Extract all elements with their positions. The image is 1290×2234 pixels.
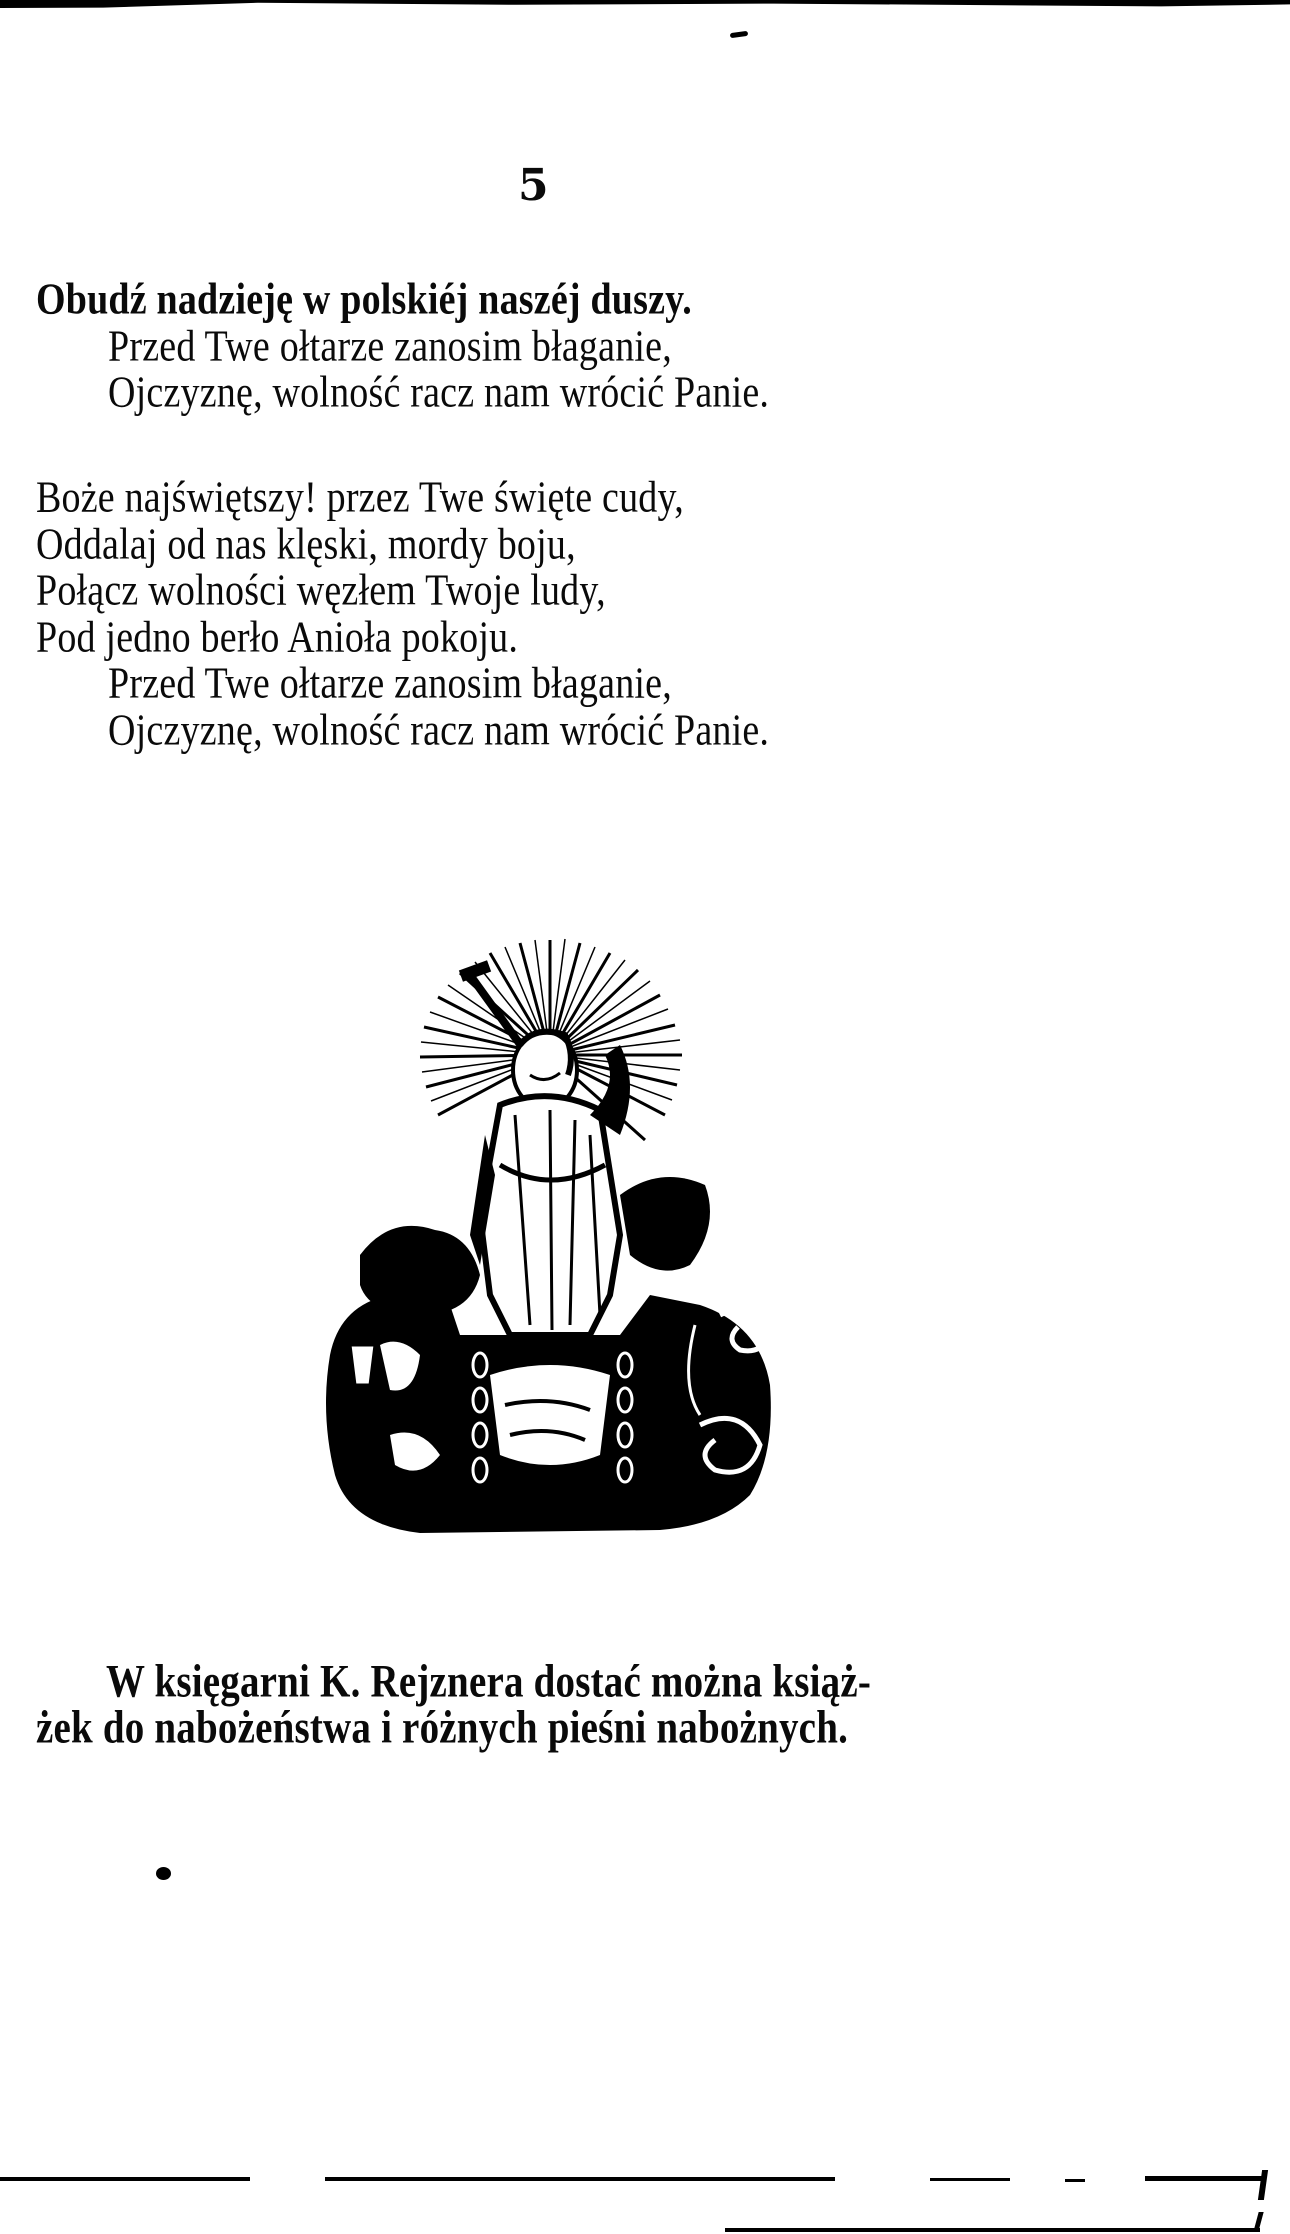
page-edge-mark xyxy=(1258,2170,1268,2200)
page-edge-mark xyxy=(1253,2212,1263,2232)
verse-line: Boże najświętszy! przez Twe święte cudy, xyxy=(36,472,684,522)
refrain-line: Ojczyznę, wolność racz nam wrócić Panie. xyxy=(108,367,770,417)
verse-line: Oddalaj od nas klęski, mordy boju, xyxy=(36,518,576,569)
saint-with-halo-woodcut-icon xyxy=(320,935,780,1535)
refrain-line: Przed Twe ołtarze zanosim błaganie, xyxy=(108,320,672,371)
page-bottom-rule xyxy=(725,2228,1260,2232)
verse-line: Obudź nadzieję w polskiéj naszéj duszy. xyxy=(36,274,692,324)
verse-line: Pod jedno berło Anioła pokoju. xyxy=(36,611,519,662)
bookshop-notice xyxy=(36,1655,872,1753)
verse-line: Połącz wolności węzłem Twoje ludy, xyxy=(36,565,606,615)
page-top-edge xyxy=(0,0,1290,8)
stanza-2 xyxy=(36,470,770,755)
page-bottom-rule xyxy=(1145,2176,1265,2181)
ink-speck xyxy=(730,31,749,38)
page-bottom-rule xyxy=(1065,2179,1085,2182)
notice-line: żek do nabożeństwa i różnych pieśni nabożnych. xyxy=(36,1702,849,1753)
refrain-line: Ojczyznę, wolność racz nam wrócić Panie. xyxy=(108,704,770,755)
stanza-1 xyxy=(36,272,770,417)
page-bottom-rule xyxy=(0,2177,250,2181)
page-number: 5 xyxy=(518,160,549,211)
page-bottom-rule xyxy=(325,2177,835,2181)
refrain-line: Przed Twe ołtarze zanosim błaganie, xyxy=(108,658,672,708)
notice-line: W księgarni K. Rejznera dostać można książ- xyxy=(106,1656,872,1707)
ink-dot xyxy=(156,1867,171,1880)
page-bottom-rule xyxy=(930,2178,1010,2181)
